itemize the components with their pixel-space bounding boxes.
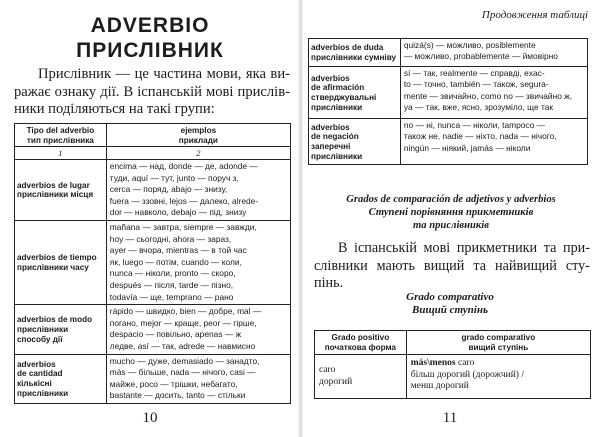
- section-heading-grados: [306, 193, 596, 232]
- example-line: ледве, así — так, adrede — навмисно: [109, 340, 256, 351]
- category-cell: [309, 67, 401, 119]
- adverb-types-table-continued: [308, 38, 588, 165]
- example-line: rápido — швидко, bien — добре, mal —: [109, 306, 262, 317]
- category-line: adverbios de modo: [17, 315, 93, 325]
- intro-line: ражає ознаку дії. В іспанській мові прислів-: [14, 83, 290, 100]
- category-line: прислівники: [311, 102, 363, 112]
- category-line: de afirmación: [311, 83, 365, 93]
- column-number: 2: [106, 147, 290, 160]
- example-line: як, luego — потім, cuando — коли,: [109, 256, 242, 267]
- subheading-grado-comparativo: [300, 291, 600, 317]
- example-line: más — більше, nada — нічого, casi —: [109, 367, 256, 378]
- category-line: de cantidad: [17, 369, 63, 379]
- positive-form-cell: [315, 355, 407, 399]
- category-line: прислівники сумніву: [311, 53, 397, 62]
- cell-bold-text: más\menos: [410, 358, 456, 368]
- example-line: майже, poco — трішки, небагато,: [109, 378, 238, 389]
- category-line: adverbios: [311, 73, 350, 83]
- category-line: adverbios: [311, 122, 350, 132]
- category-line: прислівники часу: [17, 263, 89, 273]
- intro-line: ники поділяються на такі групи:: [14, 101, 215, 117]
- examples-cell: [106, 220, 290, 304]
- examples-cell: [106, 354, 290, 403]
- header-text: початкова форма: [324, 342, 396, 352]
- header-text: вищий ступінь: [468, 342, 529, 352]
- examples-cell: [400, 39, 587, 67]
- cell-line: дорогий: [319, 376, 353, 387]
- cell-text: caro: [455, 358, 475, 368]
- header-text: ejemplos: [180, 126, 217, 135]
- heading-line: Grados de comparación de adjetivos y adverbios: [346, 194, 556, 205]
- table-row: [309, 119, 588, 165]
- table-row: [15, 354, 291, 403]
- table-row: [309, 67, 588, 119]
- category-line: de negación: [311, 132, 359, 142]
- header-text: grado comparativo: [461, 333, 536, 342]
- example-line: mucho — дуже, demasiado — занадто,: [109, 355, 260, 366]
- example-line: fuera — ззовні, lejos — далеко, alrede-: [109, 195, 259, 206]
- category-line: adverbios: [17, 359, 56, 369]
- header-text: тип прислівника: [26, 135, 94, 145]
- category-cell: [15, 220, 107, 304]
- example-line: despacio — повільно, apenas — ж: [109, 329, 242, 340]
- comparative-table: [314, 330, 591, 399]
- examples-cell: [106, 160, 290, 221]
- paragraph-line: слівники мають вищий та найвищий сту-: [314, 257, 590, 274]
- example-line: quizá(s) — можливо, posiblemente: [403, 40, 536, 50]
- table-row: [15, 160, 291, 221]
- header-text: приклади: [178, 135, 218, 145]
- cell-line: менш дорогий: [410, 381, 469, 391]
- header-cell-positive: [315, 331, 407, 355]
- header-cell-examples: [106, 124, 290, 147]
- page-title-spanish: ADVERBIO: [90, 14, 210, 37]
- example-line: погано, mejor — краще, peor — гірше,: [109, 317, 257, 328]
- category-line: заперечні: [311, 142, 351, 151]
- table-continued-label: Продовження таблиці: [481, 9, 588, 21]
- category-line: adverbios de tiempo: [17, 253, 97, 263]
- category-cell: [309, 39, 401, 67]
- header-cell-comparative: [406, 331, 590, 355]
- example-line: — можливо, probablemente — ймовірно: [403, 51, 558, 62]
- cell-line: [411, 358, 586, 370]
- category-cell: [15, 305, 107, 354]
- paragraph-line: пінь.: [314, 275, 344, 291]
- comparative-form-cell: [406, 355, 590, 399]
- table-row: [309, 39, 588, 67]
- example-line: todavía — ще, temprano — рано: [109, 291, 234, 302]
- paragraph-line: В іспанській мові прикметники та при-: [338, 240, 590, 256]
- header-text: Grado positivo: [331, 333, 390, 342]
- category-cell: [309, 119, 401, 165]
- example-line: mente — звичайно, como no — звичайно ж,: [403, 90, 573, 101]
- example-line: mañana — завтра, siempre — завжди,: [109, 221, 257, 232]
- cell-line: caro: [319, 365, 336, 375]
- page-number: 10: [142, 410, 158, 426]
- category-line: прислівники: [17, 388, 69, 398]
- example-line: dor — навколо, debajo — під, знизу: [109, 207, 247, 218]
- page-title-ukrainian: ПРИСЛІВНИК: [76, 39, 224, 62]
- header-cell-type: [15, 124, 107, 147]
- category-line: adverbios de lugar: [17, 180, 90, 190]
- example-line: hoy — сьогодні, ahora — зараз,: [109, 233, 232, 244]
- page-number: 11: [442, 410, 458, 426]
- examples-cell: [400, 119, 587, 165]
- example-line: encima — над, donde — де, adonde —: [109, 161, 258, 171]
- example-line: туди, aquí — тут, junto — поруч з,: [109, 172, 239, 183]
- cell-line: більш дорогий (дорожчий) /: [410, 369, 524, 380]
- example-line: no — ні, nunca — ніколи, tampoco —: [403, 120, 545, 130]
- heading-line: Вищий ступінь: [412, 304, 488, 316]
- intro-paragraph: [14, 66, 290, 119]
- example-line: sí — так, realmente — справді, exac-: [403, 68, 545, 78]
- example-line: después — після, tarde — пізно,: [109, 279, 234, 290]
- examples-cell: [400, 67, 587, 119]
- example-line: cerca — поряд, abajo — знизу,: [109, 184, 228, 195]
- example-line: to — точно, también — також, segura-: [403, 79, 549, 90]
- examples-cell: [106, 305, 290, 354]
- heading-line: та прислівників: [413, 220, 489, 231]
- table-row: [315, 355, 591, 399]
- category-line: прислівники місця: [17, 190, 94, 200]
- adverb-types-table: [14, 123, 291, 404]
- column-number: 1: [15, 147, 107, 160]
- example-line: ningún — ніякий, jamás — ніколи: [403, 142, 531, 153]
- heading-line: Ступені порівняння прикметників: [368, 207, 534, 218]
- example-line: bastante — досить, tanto — стільки: [109, 390, 246, 401]
- category-line: прислівники: [17, 324, 69, 334]
- category-line: способу дії: [17, 334, 63, 344]
- example-line: ayer — вчора, mientras — в той час: [109, 245, 247, 256]
- comparison-paragraph: [314, 240, 590, 293]
- category-line: кількісні: [17, 379, 52, 389]
- header-text: Tipo del adverbio: [26, 126, 95, 135]
- table-row: [15, 305, 291, 354]
- heading-line: Grado comparativo: [406, 291, 494, 303]
- example-line: також не, nadie — ніхто, nada — нічого,: [403, 131, 557, 142]
- category-line: стверджувальні: [311, 93, 377, 102]
- category-cell: [15, 354, 107, 403]
- category-line: adverbios de duda: [311, 43, 384, 53]
- intro-line: Прислівник — це частина мови, яка ви-: [38, 66, 290, 82]
- table-row: [15, 220, 291, 304]
- example-line: ya — так, вже, ясно, зрозуміло, ще так: [403, 102, 554, 113]
- category-line: прислівники: [311, 151, 363, 161]
- example-line: nunca — ніколи, pronto — скоро,: [109, 268, 236, 279]
- category-cell: [15, 160, 107, 221]
- right-page: [300, 0, 600, 437]
